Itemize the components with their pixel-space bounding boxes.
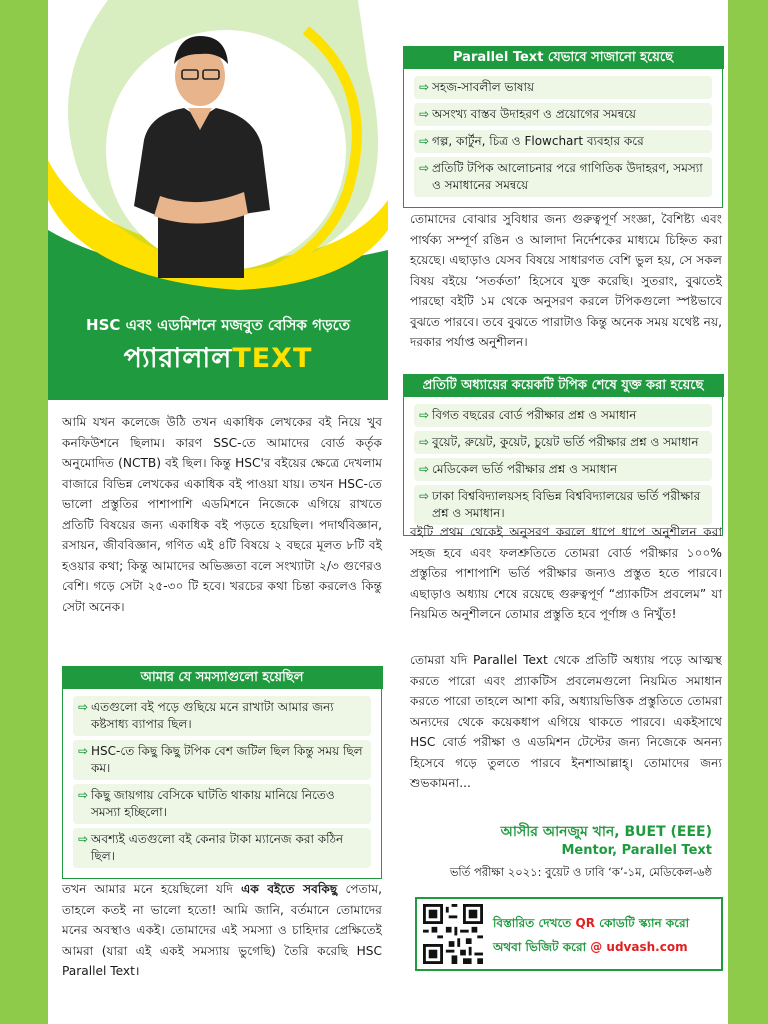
intro-paragraph: আমি যখন কলেজে উঠি তখন একাধিক লেখকের বই নিয়ে খুব কনফিউশনে ছিলাম। কারণ SSC-তে আমাদের বোর্ড কর্তৃক অনুমোদিত (NCTB) বই ছিল। কিন্তু HSC'র বইয়ের ক্ষেত্রে দেখলাম বাজারে বিভিন্ন লেখকের একাধিক বই পাওয়া যায়। তখন HSC-তে ভালো প্রস্তুতির পাশাপাশি এডমিশনে নিজেকে এগিয়ে রাখতে প্রতিটি বিষয়ের জন্য একাধিক বই পড়তে হয়েছিল। পদার্থবিজ্ঞান, রসায়ন, জীববিজ্ঞান, গণিত এই ৪টি বিষয়ে ২ বছরে মূলত ৮টি বই হওয়ার কথা; কিন্তু আমাদের অভিজ্ঞতা বলে সংখ্যাটা ২/৩ গুণেরও বেশি। গড়ে সেটা ২৫-৩০ টি হবে। খরচের কথা চিন্তা করলেও কিন্তু সেটা অনেক। [62,415,382,614]
chapter-box [403,374,723,536]
right-frame-bar [728,0,768,1024]
qr-website: অথবা ভিজিট করো @ udvash.com [493,940,688,954]
list-item: ⇨ অসংখ্য বাস্তব উদাহরণ ও প্রয়োগের সমন্বয়ে [414,103,712,126]
hero-banner [48,0,388,400]
practice-paragraph: বইটি প্রথম থেকেই অনুসরণ করলে ধাপে ধাপে অনুশীলন করা সহজ হবে এবং ফলশ্রুতিতে তোমরা বোর্ড পরীক্ষার ১০০% প্রস্তুতির পাশাপাশি ভর্তি পরীক্ষার জন্যও প্রস্তুত হতে পারবে। এছাড়াও অধ্যায় শেষে রয়েছে গুরুত্বপূর্ণ “প্র্যাকটিস প্রবলেম” যা নিয়মিত অনুশীলনে তোমার প্রস্তুতি হবে পূর্ণাঙ্গ ও নিখুঁত! [410,525,722,621]
arrow-icon: ⇨ [78,832,89,846]
list-item: ⇨ এতগুলো বই পড়ে গুছিয়ে মনে রাখাটা আমার জন্য কষ্টসাধ্য ব্যাপার ছিল। [73,696,371,736]
problems-list [63,689,381,878]
arrow-icon: ⇨ [419,107,430,121]
list-item: ⇨ বিগত বছরের বোর্ড পরীক্ষার প্রশ্ন ও সমাধান [414,404,712,427]
arrow-icon: ⇨ [78,700,89,714]
left-frame-bar [0,0,48,1024]
hero-subtitle: HSC এবং এডমিশনে মজবুত বেসিক গড়তে [86,316,350,334]
problems-title: আমার যে সমস্যাগুলো হয়েছিল [62,666,383,689]
arrow-icon: ⇨ [419,489,430,503]
signature-name: আসীর আনজুম খান, BUET (EEE) [500,824,712,840]
qr-callout [415,897,723,971]
ending-paragraph: তখন আমার মনে হয়েছিলো যদি এক বইতে সবকিছু পেতাম, তাহলে কতই না ভালো হতো! আমি জানি, বর্তমানে তোমাদের মনের অবস্থাও একই। তোমাদের এই সমস্যা ও চাহিদার প্রেক্ষিতেই আমরা (যারা এই একই সমস্যায় ভুগেছি) তৈরি করেছি HSC Parallel Text। [62,882,382,978]
list-item: ⇨ বুয়েট, রুয়েট, কুয়েট, চুয়েট ভর্তি পরীক্ষার প্রশ্ন ও সমাধান [414,431,712,454]
list-item: ⇨ অবশ্যই এতগুলো বই কেনার টাকা ম্যানেজ করা কঠিন ছিল। [73,828,371,868]
legend-paragraph: তোমাদের বোঝার সুবিধার জন্য গুরুত্বপূর্ণ সংজ্ঞা, বৈশিষ্ট্য এবং পার্থক্য সম্পূর্ণ রঙিন ও আলাদা নির্দেশকের মাধ্যমে চিহ্নিত করা হয়েছে। এছাড়াও যেসব বিষয়ে সাধারণত বেশি ভুল হয়, সে সকল বিষয় বইয়ে ‘সতর্কতা’ হিসেবে যুক্ত করেছি। সুতরাং, বুঝতেই পারছো বইটি ১ম থেকে অনুসরণ করলে টপিকগুলো স্পষ্টভাবে বুঝতে পারবে। তবে বুঝতে পারাটাও কিন্তু অনেক সময় যথেষ্ট নয়, দরকার পর্যাপ্ত অনুশীলন। [410,212,722,349]
arrow-icon: ⇨ [419,462,430,476]
structure-box [403,46,723,208]
list-item: ⇨ ঢাকা বিশ্ববিদ্যালয়সহ বিভিন্ন বিশ্ববিদ্যালয়ের ভর্তি পরীক্ষার প্রশ্ন ও সমাধান। [414,485,712,525]
problems-box [62,666,382,879]
arrow-icon: ⇨ [78,744,89,758]
website-link[interactable]: @ udvash.com [590,940,688,954]
chapter-list [404,397,722,535]
ending-bold-phrase: এক বইতে সবকিছু [241,882,338,896]
signature-role: Mentor, Parallel Text [561,843,712,858]
list-item: ⇨ মেডিকেল ভর্তি পরীক্ষার প্রশ্ন ও সমাধান [414,458,712,481]
arrow-icon: ⇨ [78,788,89,802]
list-item: ⇨ গল্প, কার্টুন, চিত্র ও Flowchart ব্যবহার করে [414,130,712,153]
brand-logo-en: TEXT [232,343,313,374]
qr-code-icon[interactable] [423,904,483,964]
arrow-icon: ⇨ [419,408,430,422]
list-item: ⇨ কিছু জায়গায় বেসিকে ঘাটতি থাকায় মানিয়ে নিতেও সমস্যা হচ্ছিলো। [73,784,371,824]
signature-achievement: ভর্তি পরীক্ষা ২০২১: বুয়েট ও ঢাবি ‘ক’-১ম, মেডিকেল-৬ষ্ঠ [449,865,712,879]
list-item: ⇨ HSC-তে কিছু কিছু টপিক বেশ জটিল ছিল কিন্তু সময় ছিল কম। [73,740,371,780]
qr-instruction: বিস্তারিত দেখতে QR কোডটি স্ক্যান করো [493,916,690,930]
brand-logo-bn: প্যারালাল [123,343,233,374]
list-item: ⇨ সহজ-সাবলীল ভাষায় [414,76,712,99]
closing-paragraph: তোমরা যদি Parallel Text থেকে প্রতিটি অধ্যায় পড়ে আত্মস্থ করতে পারো এবং প্র্যাকটিস প্রবলেমগুলো নিয়মিত সমাধান করতে পারো তাহলে আশা করি, অধ্যায়ভিত্তিক প্রস্তুতিতে তোমরা অন্যদের থেকে কয়েকধাপ এগিয়ে থাকতে পারবে। একইসাথে HSC বোর্ড পরীক্ষা ও এডমিশন টেস্টের জন্য নিজেকে অনন্য হিসেবে গড়ে তুলতে পারবে ইনশাআল্লাহ্‌। তোমাদের জন্য শুভকামনা... [410,653,722,790]
arrow-icon: ⇨ [419,435,430,449]
structure-list [404,69,722,207]
arrow-icon: ⇨ [419,80,430,94]
list-item: ⇨ প্রতিটি টপিক আলোচনার পরে গাণিতিক উদাহরণ, সমস্যা ও সমাধানের সমন্বয়ে [414,157,712,197]
structure-title: Parallel Text যেভাবে সাজানো হয়েছে [403,46,724,69]
brand-logo [48,338,388,383]
arrow-icon: ⇨ [419,161,430,175]
arrow-icon: ⇨ [419,134,430,148]
chapter-title: প্রতিটি অধ্যায়ের কয়েকটি টপিক শেষে যুক্ত করা হয়েছে [403,374,724,397]
